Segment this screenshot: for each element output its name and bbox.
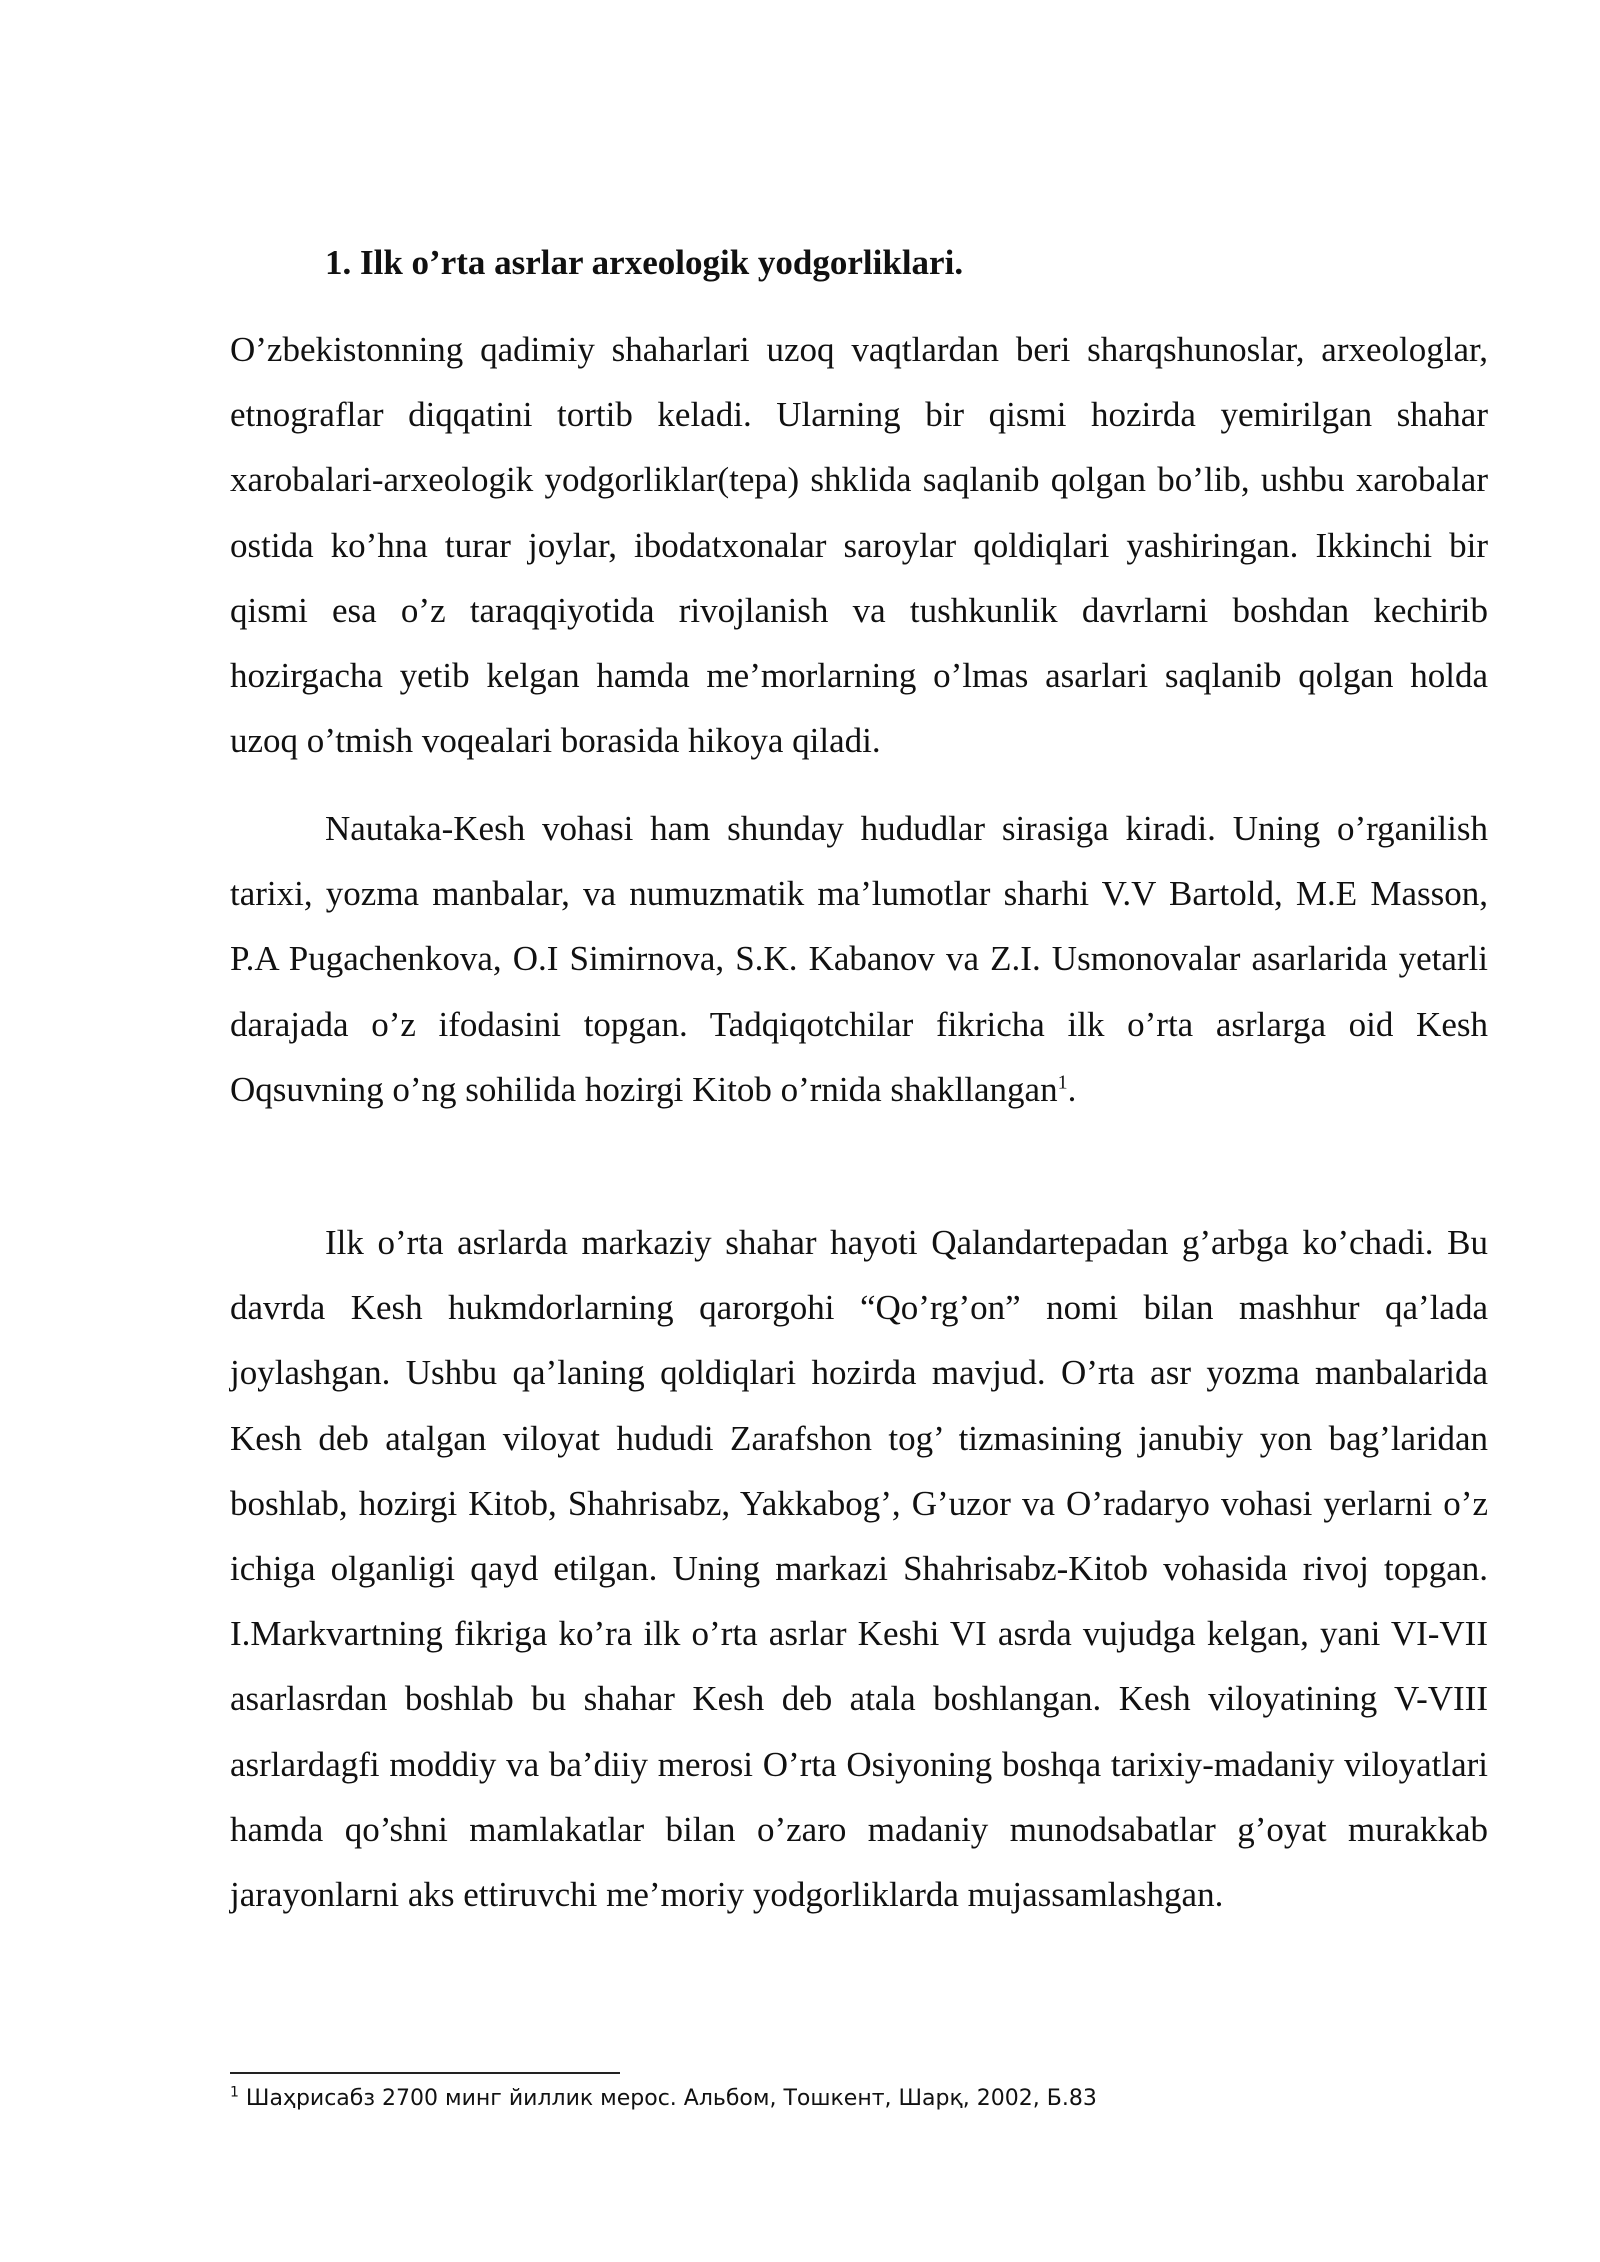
footnote-number: 1 (230, 2084, 239, 2101)
paragraph-3 (230, 1210, 1488, 1927)
paragraph-1 (230, 317, 1488, 773)
footnote-reference: 1 (1057, 1071, 1068, 1094)
footnote-text: Шаҳрисабз 2700 минг йиллик мерос. Альбом, Тошкент, Шарқ, 2002, Б.83 (238, 2086, 1097, 2111)
paragraph-1-text: O’zbekistonning qadimiy shaharlari uzoq vaqtlardan beri sharqshunoslar, arxeologlar, etnograflar diqqatini tortib keladi. Ularning bir qismi hozirda yemirilgan shahar xarobalari-arxeologik yodgorliklar(tepa) shklida saqlanib qolgan bo’lib, ushbu xarobalar ostida ko’hna turar joylar, ibodatxonalar saroylar qoldiqlari yashiringan. Ikkinchi bir qismi esa o’z taraqqiyotida rivojlanish va tushkunlik davrlarni boshdan kechirib hozirgacha yetib kelgan hamda me’morlarning o’lmas asarlari saqlanib qolgan holda uzoq o’tmish voqealari borasida hikoya qiladi. (230, 330, 1488, 761)
section-heading: 1. Ilk o’rta asrlar arxeologik yodgorliklari. (325, 243, 964, 282)
paragraph-2 (230, 796, 1488, 1122)
paragraph-2-text: Nautaka-Kesh vohasi ham shunday hududlar sirasiga kiradi. Uning o’rganilish tarixi, yozma manbalar, va numuzmatik ma’lumotlar sharhi V.V Bartold, M.E Masson, P.A Pugachenkova, O.I Simirnova, S.K. Kabanov va Z.I. Usmonovalar asarlarida yetarli darajada o’z ifodasini topgan. Tadqiqotchilar fikricha ilk o’rta asrlarga oid Kesh Oqsuvning o’ng sohilida hozirgi Kitob o’rnida shakllangan (230, 809, 1488, 1109)
paragraph-2-end: . (1067, 1069, 1077, 1109)
footnote-separator (230, 2072, 620, 2074)
footnote (230, 2083, 1097, 2115)
paragraph-3-text: Ilk o’rta asrlarda markaziy shahar hayoti Qalandartepadan g’arbga ko’chadi. Bu davrda Kesh hukmdorlarning qarorgohi “Qo’rg’on” nomi bilan mashhur qa’lada joylashgan. Ushbu qa’laning qoldiqlari hozirda mavjud. O’rta asr yozma manbalarida Kesh deb atalgan viloyat hududi Zarafshon tog’ tizmasining janubiy yon bag’laridan boshlab, hozirgi Kitob, Shahrisabz, Yakkabog’, G’uzor va O’radaryo vohasi yerlarni o’z ichiga olganligi qayd etilgan. Uning markazi Shahrisabz-Kitob vohasida rivoj topgan. I.Markvartning fikriga ko’ra ilk o’rta asrlar Keshi VI asrda vujudga kelgan, yani VI-VII asarlasrdan boshlab bu shahar Kesh deb atala boshlangan. Kesh viloyatining V-VIII asrlardagfi moddiy va ba’diiy merosi O’rta Osiyoning boshqa tarixiy-madaniy viloyatlari hamda qo’shni mamlakatlar bilan o’zaro madaniy munodsabatlar g’oyat murakkab jarayonlarni aks ettiruvchi me’moriy yodgorliklarda mujassamlashgan. (230, 1223, 1488, 1915)
